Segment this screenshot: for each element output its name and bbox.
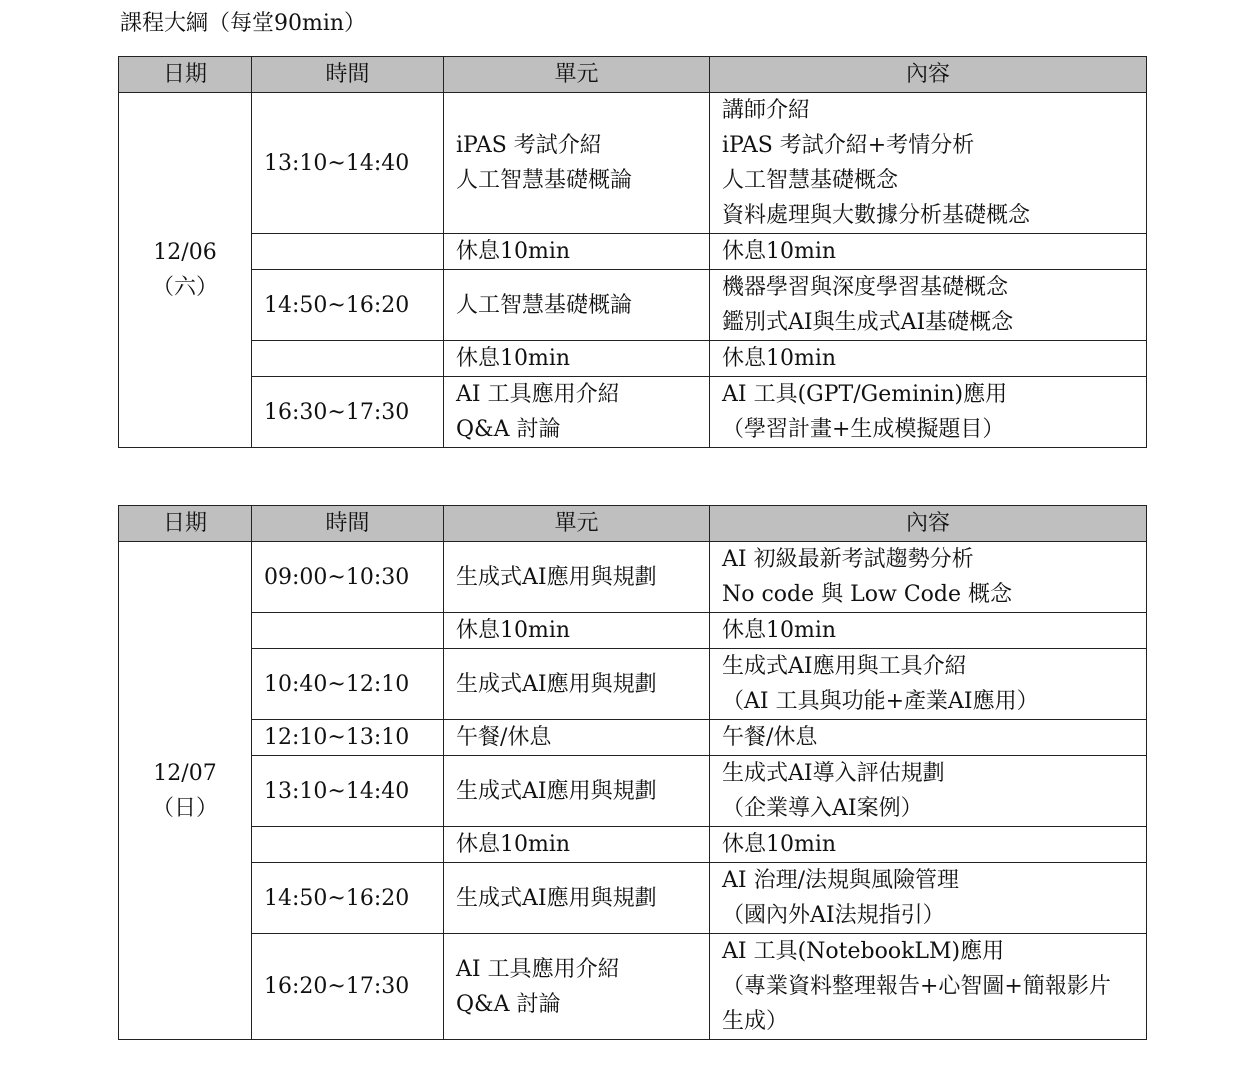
unit-cell [444,613,710,649]
content-line: （專業資料整理報告+心智圖+簡報影片 [722,974,1111,999]
time-cell: 13:10~14:40 [252,93,444,234]
unit-line: AI 工具應用介紹 [456,956,620,982]
unit-cell [444,827,710,863]
unit-line: 午餐/休息 [456,725,552,750]
content-line: 午餐/休息 [722,725,818,750]
content-cell [710,649,1147,720]
time-cell: 16:30~17:30 [252,377,444,448]
unit-line: Q&A 討論 [456,417,561,442]
table-header-row [119,57,1147,93]
unit-cell [444,270,710,341]
content-line: iPAS 考試介紹+考情分析 [722,133,975,158]
content-line: AI 治理/法規與風險管理 [722,868,959,893]
content-line: AI 工具(NotebookLM)應用 [722,939,1005,964]
unit-line: 生成式AI應用與規劃 [456,671,657,697]
unit-line: 生成式AI應用與規劃 [456,885,657,911]
table-row [119,827,1147,863]
unit-cell [444,756,710,827]
content-line: 生成） [722,1009,789,1034]
content-cell [710,234,1147,270]
table-row [119,377,1147,448]
unit-line: iPAS 考試介紹 [456,133,602,158]
table-row [119,341,1147,377]
content-cell [710,863,1147,934]
time-cell: 14:50~16:20 [252,863,444,934]
content-cell [710,341,1147,377]
content-line: 機器學習與深度學習基礎概念 [722,275,1009,300]
header-unit: 單元 [444,57,710,93]
content-line: 休息10min [722,239,837,264]
weekday-label: （六） [151,275,218,300]
content-cell [710,542,1147,613]
unit-line: 人工智慧基礎概論 [456,292,633,318]
table-row [119,542,1147,613]
unit-line: 生成式AI應用與規劃 [456,564,657,590]
content-line: 生成式AI導入評估規劃 [722,761,945,786]
unit-cell [444,720,710,756]
content-cell [710,756,1147,827]
time-cell: 13:10~14:40 [252,756,444,827]
header-date: 日期 [119,57,252,93]
unit-cell [444,377,710,448]
table-row [119,649,1147,720]
unit-cell [444,234,710,270]
unit-line: 休息10min [456,832,571,857]
weekday-label: （日） [151,795,218,821]
content-cell [710,720,1147,756]
content-line: 講師介紹 [722,98,811,123]
time-cell: 14:50~16:20 [252,270,444,341]
unit-line: 生成式AI應用與規劃 [456,778,657,804]
content-line: 生成式AI應用與工具介紹 [722,654,967,679]
unit-cell [444,93,710,234]
content-line: （企業導入AI案例） [722,796,923,821]
header-time: 時間 [252,57,444,93]
date-cell [119,542,252,1040]
content-line: （國內外AI法規指引） [722,903,945,928]
table-row [119,934,1147,1040]
table-row [119,234,1147,270]
time-cell [252,341,444,377]
content-line: AI 工具(GPT/Geminin)應用 [722,382,1008,407]
header-content: 內容 [710,57,1147,93]
content-line: 休息10min [722,618,837,643]
unit-cell [444,934,710,1040]
time-cell: 16:20~17:30 [252,934,444,1040]
header-content: 內容 [710,506,1147,542]
table-row [119,863,1147,934]
content-line: 資料處理與大數據分析基礎概念 [722,203,1031,228]
unit-cell [444,341,710,377]
content-cell [710,377,1147,448]
unit-cell [444,542,710,613]
table-row [119,270,1147,341]
content-line: AI 初級最新考試趨勢分析 [722,547,974,572]
unit-line: 休息10min [456,618,571,643]
unit-line: Q&A 討論 [456,991,561,1017]
content-line: 鑑別式AI與生成式AI基礎概念 [722,310,1014,335]
table-row [119,93,1147,234]
content-cell [710,93,1147,234]
unit-cell [444,649,710,720]
unit-line: 休息10min [456,239,571,264]
time-cell [252,613,444,649]
time-cell [252,234,444,270]
table-row [119,756,1147,827]
table-header-row [119,506,1147,542]
content-cell [710,613,1147,649]
content-cell [710,827,1147,863]
content-line: （學習計畫+生成模擬題目） [722,417,1005,442]
content-cell [710,270,1147,341]
table-row [119,720,1147,756]
time-cell: 12:10~13:10 [252,720,444,756]
time-cell [252,827,444,863]
content-line: 休息10min [722,832,837,857]
unit-cell [444,863,710,934]
content-line: 休息10min [722,346,837,371]
content-cell [710,934,1147,1040]
time-cell: 09:00~10:30 [252,542,444,613]
schedule-table-day2 [118,505,1147,1040]
content-line: No code 與 Low Code 概念 [722,582,1012,607]
unit-line: AI 工具應用介紹 [456,382,620,407]
header-unit: 單元 [444,506,710,542]
content-line: （AI 工具與功能+產業AI應用） [722,689,1039,714]
header-time: 時間 [252,506,444,542]
table-row [119,613,1147,649]
unit-line: 人工智慧基礎概論 [456,168,633,193]
schedule-table-day1 [118,56,1147,448]
unit-line: 休息10min [456,346,571,371]
date-cell [119,93,252,448]
date-label: 12/06 [153,240,217,265]
date-label: 12/07 [153,760,217,786]
header-date: 日期 [119,506,252,542]
document-title: 課程大綱（每堂90min） [120,11,367,36]
time-cell: 10:40~12:10 [252,649,444,720]
content-line: 人工智慧基礎概念 [722,168,899,193]
